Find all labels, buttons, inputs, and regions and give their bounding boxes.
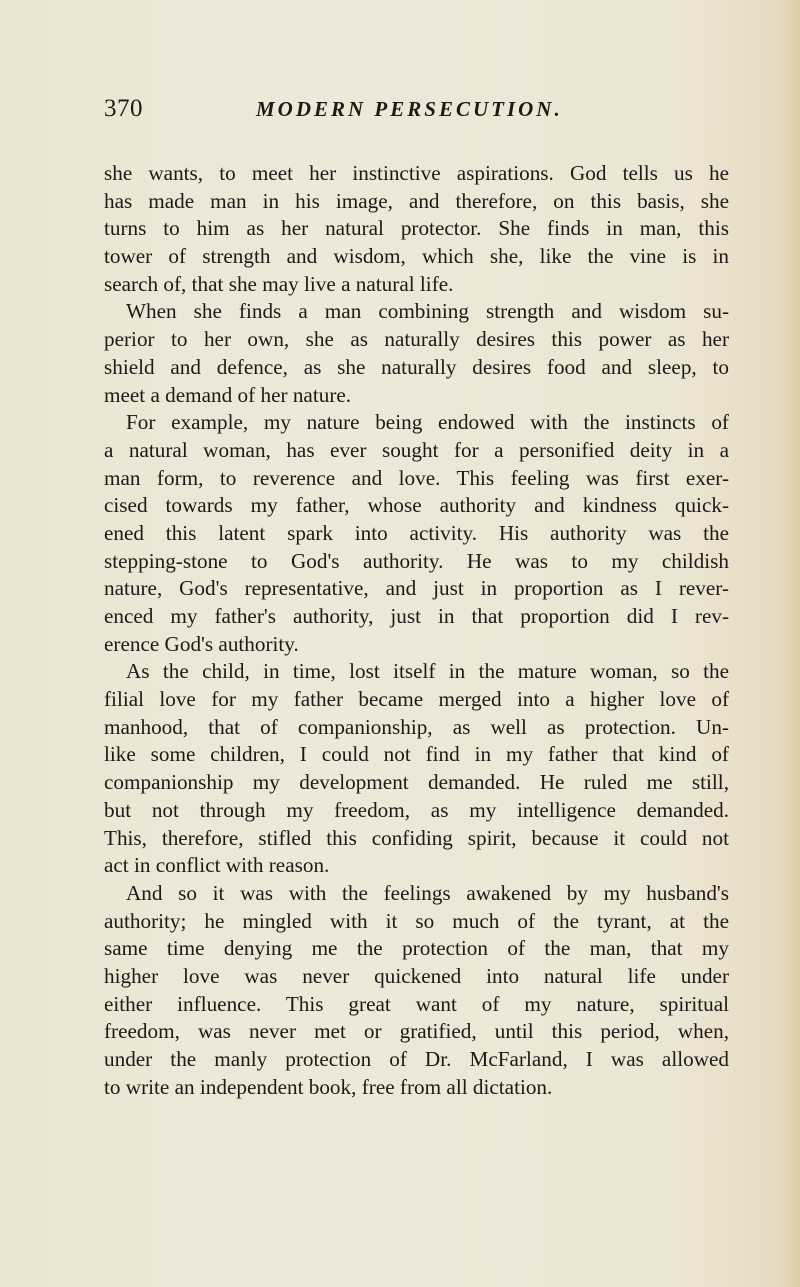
text-line: ened this latent spark into activity. His authority was the — [104, 520, 729, 545]
text-line: And so it was with the feelings awakened by my husband's — [126, 880, 729, 905]
text-line: she wants, to meet her instinctive aspirations. God tells us he — [104, 161, 729, 185]
text-line: turns to him as her natural protector. She finds in man, this — [104, 216, 729, 241]
text-line: nature, God's representative, and just in proportion as I rever- — [104, 576, 729, 601]
text-line: but not through my freedom, as my intelligence demanded. — [104, 797, 729, 822]
text-line: under the manly protection of Dr. McFarland, I was allowed — [104, 1047, 729, 1071]
text-line: This, therefore, stifled this confiding spirit, because it could not — [104, 825, 729, 850]
page-number: 370 — [104, 95, 143, 122]
text-line: enced my father's authority, just in that proportion did I rev- — [104, 604, 729, 628]
text-line: man form, to reverence and love. This feeling was first exer- — [104, 465, 729, 490]
text-line: search of, that she may live a natural life. — [104, 271, 454, 296]
text-line: a natural woman, has ever sought for a personified deity in a — [104, 437, 729, 462]
text-line: like some children, I could not find in my father that kind of — [104, 742, 729, 767]
page-edge-shadow — [778, 0, 800, 1287]
text-line: same time denying me the protection of the man, that my — [104, 936, 729, 961]
text-line: higher love was never quickened into natural life under — [104, 963, 729, 988]
text-line: For example, my nature being endowed with the instincts of — [126, 410, 729, 435]
text-line: perior to her own, she as naturally desires this power as her — [104, 327, 729, 352]
text-line: act in conflict with reason. — [104, 853, 330, 878]
text-line: tower of strength and wisdom, which she, like the vine is in — [104, 244, 729, 269]
text-line: manhood, that of companionship, as well as protection. Un- — [104, 714, 729, 739]
text-line: has made man in his image, and therefore, on this basis, she — [104, 188, 729, 213]
page-header — [104, 95, 744, 135]
text-line: authority; he mingled with it so much of the tyrant, at the — [104, 908, 729, 933]
text-line: companionship my development demanded. He ruled me still, — [104, 770, 729, 795]
running-head: MODERN PERSECUTION. — [256, 97, 563, 121]
text-line: filial love for my father became merged into a higher love of — [104, 687, 729, 712]
text-line: cised towards my father, whose authority and kindness quick- — [104, 493, 729, 518]
text-line: When she finds a man combining strength and wisdom su- — [126, 299, 729, 324]
text-line: freedom, was never met or gratified, until this period, when, — [104, 1019, 729, 1044]
text-line: either influence. This great want of my nature, spiritual — [104, 991, 729, 1016]
text-line: to write an independent book, free from all dictation. — [104, 1074, 553, 1099]
text-line: erence God's authority. — [104, 631, 299, 656]
text-line: shield and defence, as she naturally desires food and sleep, to — [104, 354, 729, 379]
text-line: meet a demand of her nature. — [104, 382, 352, 407]
text-line: As the child, in time, lost itself in the mature woman, so the — [126, 659, 729, 684]
body-text — [104, 160, 729, 1101]
text-line: stepping-stone to God's authority. He was to my childish — [104, 548, 729, 573]
